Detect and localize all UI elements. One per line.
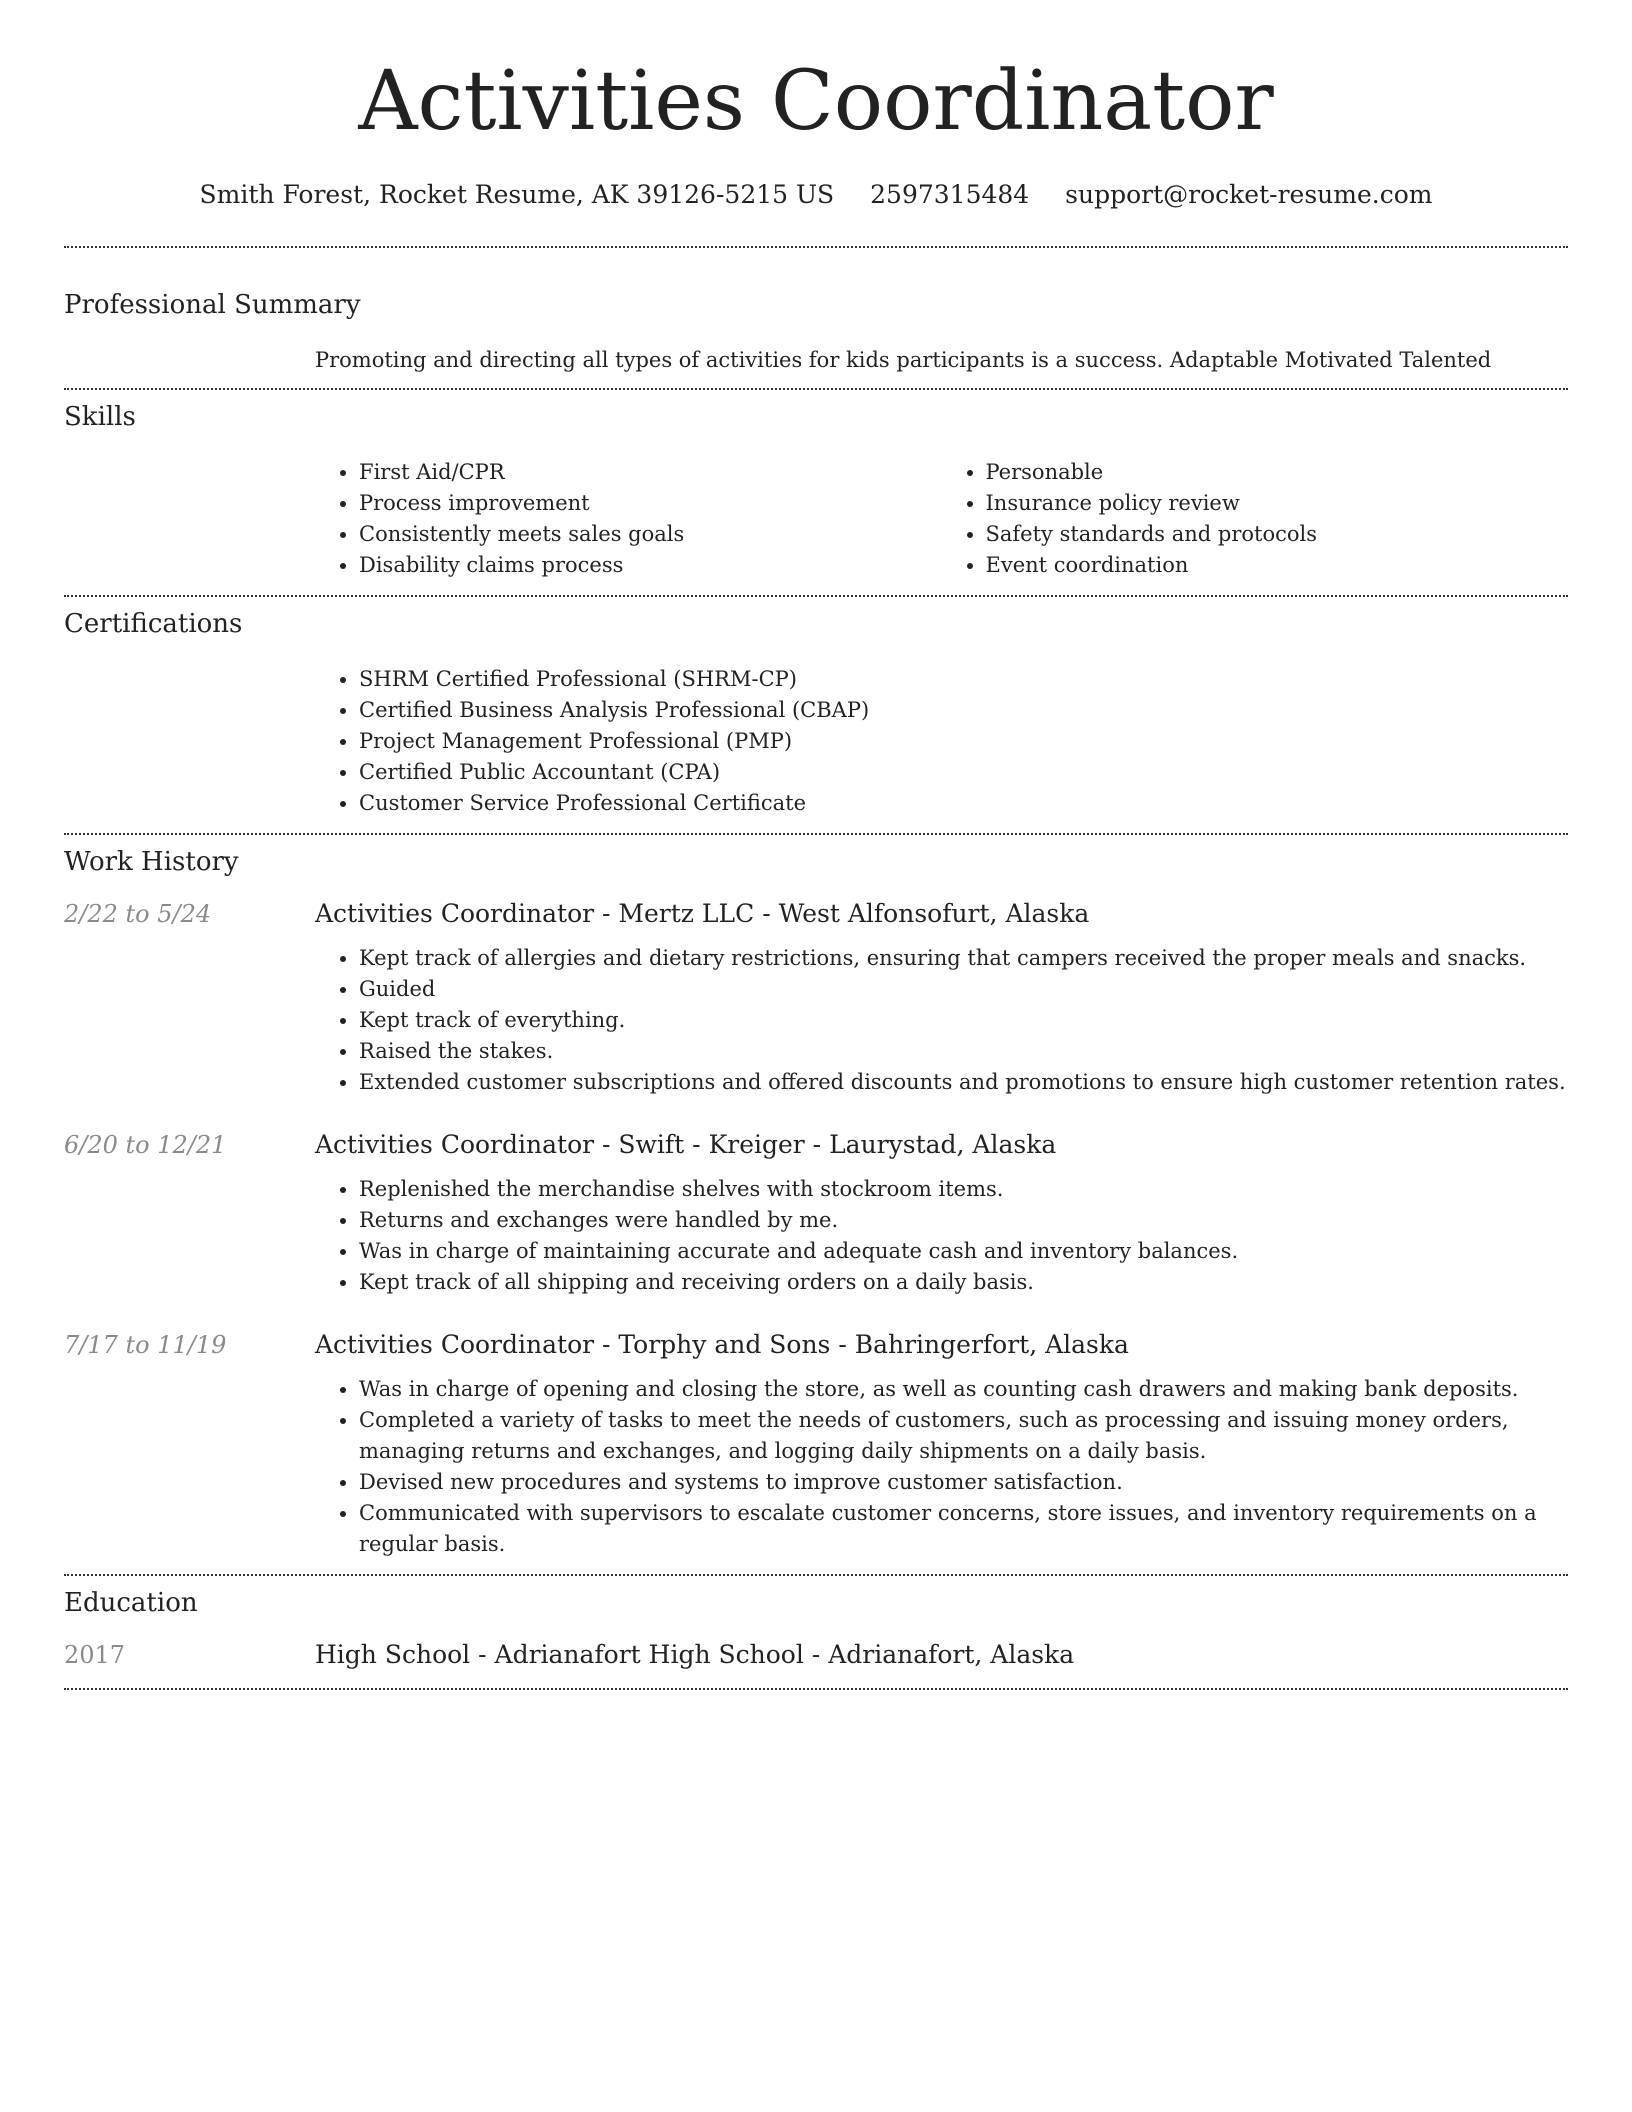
job-bullet: • Guided bbox=[359, 974, 1568, 1005]
job-bullet: • Raised the stakes. bbox=[359, 1036, 1568, 1067]
job-bullet: • Returns and exchanges were handled by me. bbox=[359, 1205, 1568, 1236]
job-bullets bbox=[315, 943, 1568, 1098]
work-history-heading: Work History bbox=[64, 847, 239, 877]
divider bbox=[64, 1688, 1568, 1690]
job-bullet: • Devised new procedures and systems to improve customer satisfaction. bbox=[359, 1467, 1568, 1498]
job-entry bbox=[64, 1128, 1568, 1298]
skills-columns bbox=[315, 457, 1568, 581]
certification-item: • Customer Service Professional Certificate bbox=[359, 788, 1568, 819]
candidate-name: Activities Coordinator bbox=[358, 54, 1274, 149]
skill-item: • Disability claims process bbox=[359, 550, 942, 581]
job-bullet: • Was in charge of maintaining accurate and adequate cash and inventory balances. bbox=[359, 1236, 1568, 1267]
summary-heading: Professional Summary bbox=[64, 290, 361, 320]
job-bullets bbox=[315, 1374, 1568, 1560]
skill-item: • Event coordination bbox=[986, 550, 1569, 581]
job-title: Activities Coordinator - Torphy and Sons - Bahringerfort, Alaska bbox=[315, 1330, 1129, 1359]
skills-right-list bbox=[942, 457, 1569, 581]
skills-heading: Skills bbox=[64, 402, 136, 432]
job-details bbox=[315, 897, 1568, 1098]
skills-section bbox=[64, 390, 1568, 581]
job-dates: 2/22 to 5/24 bbox=[64, 900, 212, 928]
skill-item: • Personable bbox=[986, 457, 1569, 488]
certification-item: • Certified Public Accountant (CPA) bbox=[359, 757, 1568, 788]
summary-text: Promoting and directing all types of activities for kids participants is a success. Adaptable Motivated Talented bbox=[315, 348, 1492, 372]
job-title: Activities Coordinator - Swift - Kreiger - Laurystad, Alaska bbox=[315, 1130, 1057, 1159]
contact-phone: 2597315484 bbox=[870, 180, 1030, 209]
job-details bbox=[315, 1128, 1568, 1298]
skill-item: • Consistently meets sales goals bbox=[359, 519, 942, 550]
job-bullet: • Communicated with supervisors to escalate customer concerns, store issues, and inventory requirements on a regular basis. bbox=[359, 1498, 1568, 1560]
education-year: 2017 bbox=[64, 1641, 126, 1669]
divider bbox=[64, 246, 1568, 248]
job-title: Activities Coordinator - Mertz LLC - West Alfonsofurt, Alaska bbox=[315, 899, 1090, 928]
contact-line bbox=[64, 178, 1568, 212]
certifications-list bbox=[315, 664, 1568, 819]
job-bullet: • Extended customer subscriptions and offered discounts and promotions to ensure high customer retention rates. bbox=[359, 1067, 1568, 1098]
job-details bbox=[315, 1328, 1568, 1560]
skill-item: • Insurance policy review bbox=[986, 488, 1569, 519]
certifications-section bbox=[64, 597, 1568, 819]
education-section bbox=[64, 1576, 1568, 1672]
summary-section bbox=[64, 288, 1568, 376]
job-bullets bbox=[315, 1174, 1568, 1298]
job-dates: 6/20 to 12/21 bbox=[64, 1131, 227, 1159]
job-bullet: • Kept track of everything. bbox=[359, 1005, 1568, 1036]
work-history-section bbox=[64, 835, 1568, 1560]
education-title: High School - Adrianafort High School - Adrianafort, Alaska bbox=[315, 1640, 1075, 1669]
skill-item: • First Aid/CPR bbox=[359, 457, 942, 488]
skills-left-list bbox=[315, 457, 942, 581]
contact-email: support@rocket-resume.com bbox=[1065, 180, 1433, 209]
job-bullet: • Kept track of all shipping and receiving orders on a daily basis. bbox=[359, 1267, 1568, 1298]
job-entry bbox=[64, 897, 1568, 1098]
certification-item: • Certified Business Analysis Professional (CBAP) bbox=[359, 695, 1568, 726]
job-dates: 7/17 to 11/19 bbox=[64, 1331, 227, 1359]
certifications-heading: Certifications bbox=[64, 609, 243, 639]
certification-item: • SHRM Certified Professional (SHRM-CP) bbox=[359, 664, 1568, 695]
job-bullet: • Completed a variety of tasks to meet the needs of customers, such as processing and issuing money orders, managing returns and exchanges, and logging daily shipments on a daily basis. bbox=[359, 1405, 1568, 1467]
job-bullet: • Replenished the merchandise shelves with stockroom items. bbox=[359, 1174, 1568, 1205]
job-bullet: • Was in charge of opening and closing the store, as well as counting cash drawers and making bank deposits. bbox=[359, 1374, 1568, 1405]
contact-address: Smith Forest, Rocket Resume, AK 39126-5215 US bbox=[199, 180, 835, 209]
skill-item: • Safety standards and protocols bbox=[986, 519, 1569, 550]
education-entry bbox=[64, 1638, 1568, 1672]
certification-item: • Project Management Professional (PMP) bbox=[359, 726, 1568, 757]
education-heading: Education bbox=[64, 1588, 198, 1618]
job-bullet: • Kept track of allergies and dietary restrictions, ensuring that campers received the proper meals and snacks. bbox=[359, 943, 1568, 974]
skill-item: • Process improvement bbox=[359, 488, 942, 519]
certifications-list-wrap bbox=[315, 664, 1568, 819]
job-entry bbox=[64, 1328, 1568, 1560]
